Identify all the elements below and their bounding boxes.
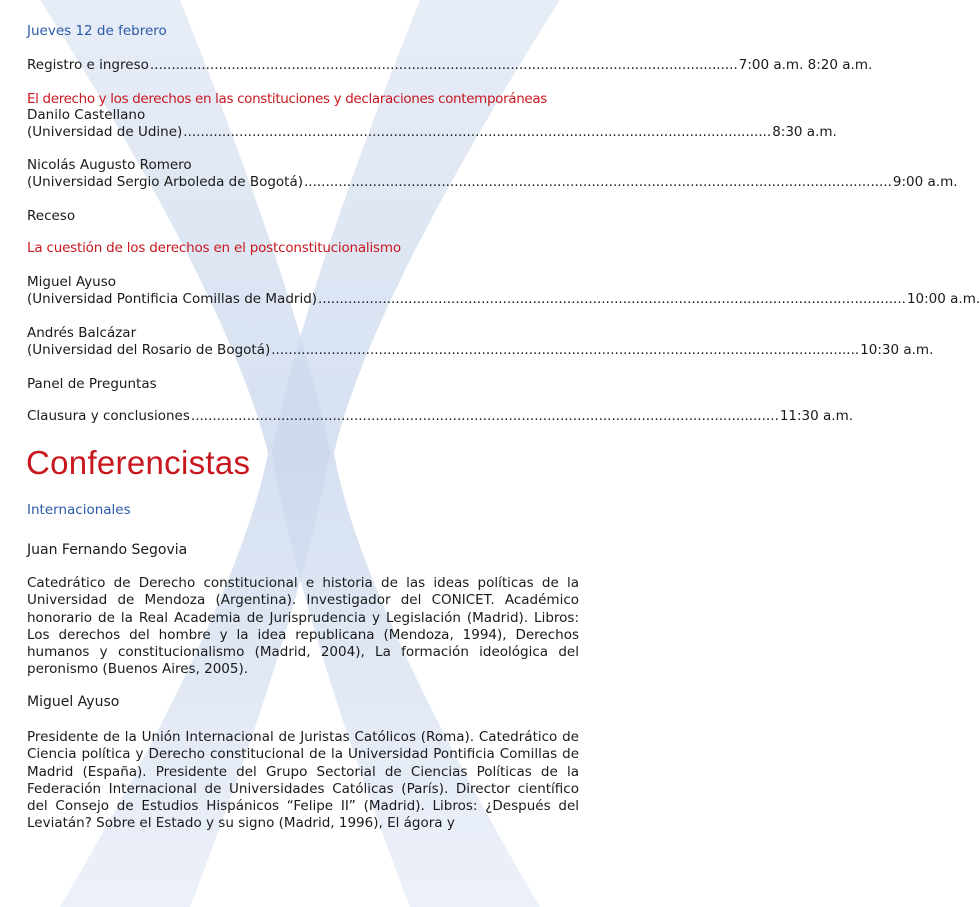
affiliation-castellano: (Universidad de Udine) [27, 124, 183, 140]
speaker-name-romero: Nicolás Augusto Romero [27, 157, 192, 173]
affiliation-romero: (Universidad Sergio Arboleda de Bogotá) [27, 174, 303, 190]
time-ayuso: 10:00 a.m. [906, 291, 980, 307]
schedule-row-clausura [27, 408, 854, 425]
schedule-row-registro [27, 57, 873, 74]
speaker-name-balcazar: Andrés Balcázar [27, 325, 137, 341]
leader-dots: ......................................................................................................................................... [183, 124, 772, 140]
speaker-name-castellano: Danilo Castellano [27, 107, 146, 123]
speaker-name-segovia: Juan Fernando Segovia [27, 542, 188, 558]
time-balcazar: 10:30 a.m. [860, 342, 934, 358]
internacionales-subheading: Internacionales [27, 502, 131, 518]
leader-dots: ......................................................................................................................................... [318, 291, 906, 307]
conferencistas-heading: Conferencistas [26, 444, 251, 481]
leader-dots: ......................................................................................................................................... [304, 174, 892, 190]
schedule-row-romero [27, 174, 958, 191]
section1-title: El derecho y los derechos en las constituciones y declaraciones contemporáneas [27, 91, 547, 107]
clausura-label: Clausura y conclusiones [27, 408, 190, 424]
schedule-row-castellano [27, 124, 837, 141]
panel-label: Panel de Preguntas [27, 376, 157, 392]
registro-time: 7:00 a.m. 8:20 a.m. [738, 57, 873, 73]
section2-title: La cuestión de los derechos en el postconstitucionalismo [27, 240, 401, 256]
time-castellano: 8:30 a.m. [772, 124, 837, 140]
clausura-time: 11:30 a.m. [779, 408, 854, 424]
affiliation-balcazar: (Universidad del Rosario de Bogotá) [27, 342, 271, 358]
leader-dots: ......................................................................................................................................... [271, 342, 860, 358]
affiliation-ayuso: (Universidad Pontificia Comillas de Madrid) [27, 291, 318, 307]
time-romero: 9:00 a.m. [892, 174, 958, 190]
registro-label: Registro e ingreso [27, 57, 149, 73]
schedule-row-ayuso [27, 291, 980, 308]
leader-dots: ......................................................................................................................................... [190, 408, 779, 424]
speaker-bio-ayuso: Presidente de la Unión Internacional de Juristas Católicos (Roma). Catedrático de Ciencia política y Derecho constitucional de la Universidad Pontificia Comillas de Madrid (España). Presidente del Grupo Sectorial de Ciencias Políticas de la Federación Internacional de Universidades Católicas (París). Director científico del Consejo de Estudios Hispánicos “Felipe II” (Madrid). Libros: ¿Después del Leviatán? Sobre el Estado y su signo (Madrid, 1996), El ágora y [27, 729, 579, 832]
day-header: Jueves 12 de febrero [27, 23, 167, 39]
leader-dots: ......................................................................................................................................... [149, 57, 738, 73]
speaker-bio-segovia: Catedrático de Derecho constitucional e historia de las ideas políticas de la Universidad de Mendoza (Argentina). Investigador del CONICET. Académico honorario de la Real Academia de Jurisprudencia y Legislación (Madrid). Libros: Los derechos del hombre y la idea republicana (Mendoza, 1994), Derechos humanos y constitucionalismo (Madrid, 2004), La formación ideológica del peronismo (Buenos Aires, 2005). [27, 575, 579, 678]
schedule-row-balcazar [27, 342, 934, 359]
receso-label: Receso [27, 208, 76, 224]
speaker-name-ayuso-bio: Miguel Ayuso [27, 694, 120, 710]
speaker-name-ayuso: Miguel Ayuso [27, 274, 117, 290]
